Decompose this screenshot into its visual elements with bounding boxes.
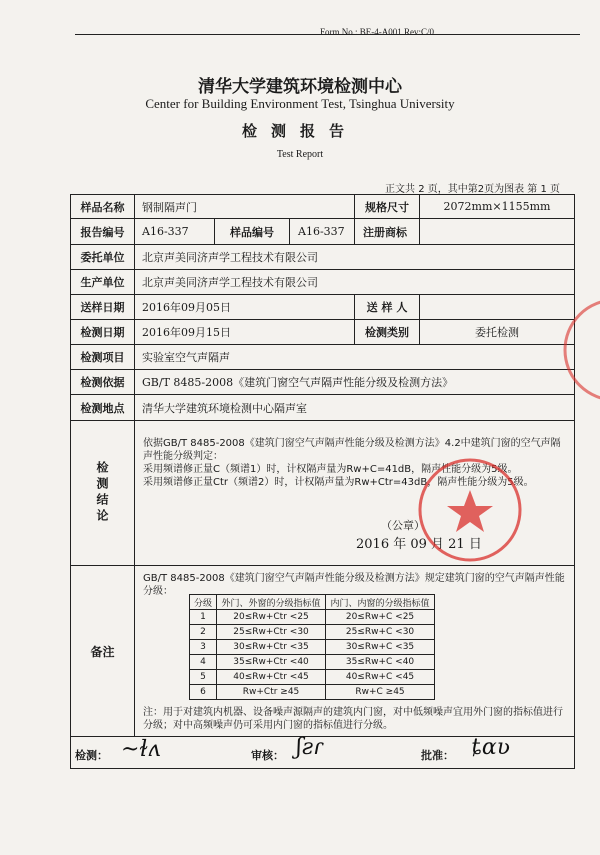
value-delivery-date: 2016年09月05日: [142, 301, 231, 314]
label-sample-no: 样品编号: [214, 219, 289, 244]
label-client: 委托单位: [71, 245, 135, 269]
grading-cell: 2: [190, 625, 217, 640]
value-spec: 2072mm×1155mm: [419, 195, 574, 218]
row-signatures: [71, 737, 574, 768]
label-conclusion: 检测结论: [71, 421, 135, 565]
remarks-note: 注：用于对建筑内机器、设备噪声源隔声的建筑内门窗，对中低频噪声宜用外门窗的指标值进行分级；对中高频噪声仍可采用内门窗的指标值进行分级。: [143, 707, 563, 731]
report-title-en: Test Report: [276, 149, 324, 160]
conclusion-line: 采用频谱修正量Ctr（频谱2）时，计权隔声量为Rw+Ctr=43dB，隔声性能分级为5级。: [143, 477, 534, 488]
label-delivery-date: 送样日期: [71, 295, 135, 319]
row-report-no: [71, 219, 574, 245]
grading-cell: 20≤Rw+Ctr <25: [217, 610, 326, 625]
grading-row: [190, 655, 435, 670]
grading-cell: 6: [190, 685, 217, 700]
remarks-intro: GB/T 8485-2008《建筑门窗空气声隔声性能分级及检测方法》规定建筑门窗的空气声隔声性能分级：: [143, 573, 565, 597]
label-trademark: 注册商标: [354, 219, 419, 244]
report-title-cn: 检测报告: [241, 122, 358, 140]
header-cell: 外门、外窗的分级指标值: [217, 595, 326, 610]
header-cell: 分级: [190, 595, 217, 610]
grading-cell: 3: [190, 640, 217, 655]
grading-row: [190, 610, 435, 625]
value-client: 北京声美同济声学工程技术有限公司: [142, 251, 318, 264]
grading-cell: Rw+C ≥45: [326, 685, 435, 700]
form-number: Form No.: BE-4-A001 Rev:C/0: [320, 27, 434, 37]
grading-cell: 5: [190, 670, 217, 685]
grading-cell: 4: [190, 655, 217, 670]
org-name-en: Center for Building Environment Test, Tsinghua University: [145, 96, 455, 111]
conclusion-line: 采用频谱修正量C（频谱1）时，计权隔声量为Rw+C=41dB，隔声性能分级为5级。: [143, 464, 518, 475]
row-location: [71, 395, 574, 421]
label-sender: 送 样 人: [354, 295, 419, 319]
header-cell: 内门、内窗的分级指标值: [326, 595, 435, 610]
grading-cell: Rw+Ctr ≥45: [217, 685, 326, 700]
tester-label: 检测：: [75, 749, 108, 762]
grading-header-row: [190, 595, 435, 610]
grading-cell: 30≤Rw+C <35: [326, 640, 435, 655]
value-manufacturer: 北京声美同济声学工程技术有限公司: [142, 276, 318, 289]
grading-cell: 30≤Rw+Ctr <35: [217, 640, 326, 655]
reviewer-signature: ʃƨɾ: [296, 735, 324, 760]
label-report-no: 报告编号: [71, 219, 135, 244]
header-divider: [75, 34, 580, 35]
label-remarks: 备注: [71, 566, 135, 736]
row-client: [71, 245, 574, 270]
value-test-type: 委托检测: [419, 320, 574, 344]
label-sample-name: 样品名称: [71, 195, 135, 218]
row-test-date: [71, 320, 574, 345]
value-trademark: [419, 219, 574, 244]
grading-row: [190, 670, 435, 685]
page-info: 正文共 2 页，其中第2页为图表 第 1 页: [385, 184, 560, 195]
org-name-cn: 清华大学建筑环境检测中心: [198, 77, 402, 97]
value-report-no: A16-337: [142, 225, 189, 238]
seal-label: （公章）: [381, 519, 425, 532]
row-sample-name: [71, 195, 574, 219]
label-manufacturer: 生产单位: [71, 270, 135, 294]
grading-row: [190, 685, 435, 700]
grading-cell: 40≤Rw+C <45: [326, 670, 435, 685]
value-test-date: 2016年09月15日: [142, 326, 231, 339]
value-sender: [419, 295, 574, 319]
row-manufacturer: [71, 270, 574, 295]
grading-cell: 25≤Rw+Ctr <30: [217, 625, 326, 640]
conclusion-line: 依据GB/T 8485-2008《建筑门窗空气声隔声性能分级及检测方法》4.2中建筑门窗的空气声隔声性能分级判定：: [143, 438, 561, 462]
row-basis: [71, 370, 574, 395]
grading-cell: 35≤Rw+C <40: [326, 655, 435, 670]
grading-row: [190, 625, 435, 640]
grading-cell: 20≤Rw+C <25: [326, 610, 435, 625]
grading-cell: 1: [190, 610, 217, 625]
approver-label: 批准：: [421, 749, 454, 762]
value-location: 清华大学建筑环境检测中心隔声室: [142, 401, 307, 415]
row-remarks: [71, 566, 574, 737]
label-basis: 检测依据: [71, 370, 135, 394]
approver-signature: ȶɑʋ: [471, 735, 511, 760]
grading-row: [190, 640, 435, 655]
official-seal-icon: [415, 455, 525, 565]
grading-cell: 25≤Rw+C <30: [326, 625, 435, 640]
partial-seal-icon: [560, 285, 600, 415]
label-location: 检测地点: [71, 395, 135, 420]
reviewer-label: 审核：: [251, 749, 284, 762]
label-spec: 规格尺寸: [354, 195, 419, 218]
grading-cell: 35≤Rw+Ctr <40: [217, 655, 326, 670]
conclusion-date: 2016 年 09 月 21 日: [356, 537, 482, 552]
grading-cell: 40≤Rw+Ctr <45: [217, 670, 326, 685]
grading-table: [189, 594, 435, 700]
value-sample-name: 钢制隔声门: [142, 200, 197, 214]
row-test-item: [71, 345, 574, 370]
row-delivery: [71, 295, 574, 320]
value-test-item: 实验室空气声隔声: [142, 351, 230, 364]
label-test-item: 检测项目: [71, 345, 135, 369]
value-basis: GB/T 8485-2008《建筑门窗空气声隔声性能分级及检测方法》: [142, 376, 454, 389]
label-test-type: 检测类别: [354, 320, 419, 344]
value-sample-no: A16-337: [289, 219, 354, 244]
label-test-date: 检测日期: [71, 320, 135, 344]
tester-signature: ~ɫʌ: [121, 737, 161, 762]
